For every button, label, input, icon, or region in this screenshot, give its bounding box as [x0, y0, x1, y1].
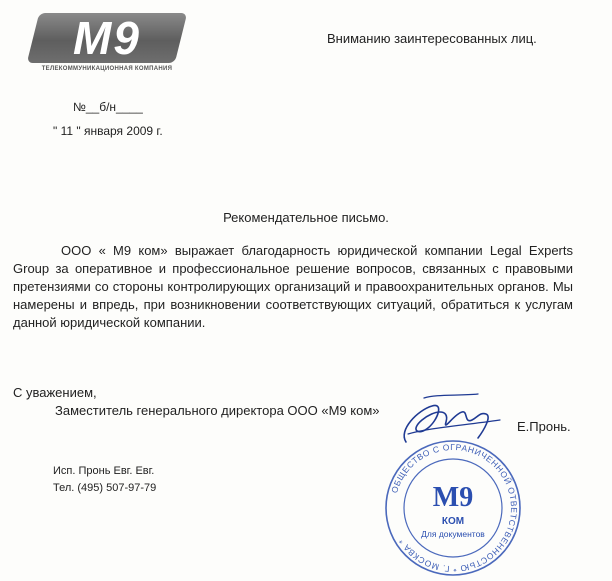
company-logo — [27, 11, 187, 73]
executor-name: Исп. Пронь Евг. Евг. — [53, 465, 155, 477]
stamp-center-text: М9 — [432, 482, 474, 513]
document-number: №__б/н____ — [73, 100, 143, 114]
company-stamp — [378, 438, 528, 578]
attention-line: Вниманию заинтересованных лиц. — [327, 31, 537, 46]
document-date: " 11 " января 2009 г. — [53, 124, 163, 138]
stamp-bottom-text: Для документов — [421, 529, 485, 539]
logo-mark: М9 — [73, 12, 141, 64]
stamp-center-subtext: КОМ — [441, 516, 465, 527]
executor-phone: Тел. (495) 507-97-79 — [53, 482, 157, 494]
signer-position: Заместитель генерального директора ООО «М9 ком» — [55, 403, 380, 418]
closing-regards: С уважением, — [13, 385, 97, 400]
stamp-ring-text: ОБЩЕСТВО С ОГРАНИЧЕННОЙ ОТВЕТСТВЕННОСТЬЮ * Г. МОСКВА * — [389, 441, 520, 575]
logo-subtitle: ТЕЛЕКОММУНИКАЦИОННАЯ КОМПАНИЯ — [41, 66, 173, 72]
letter-body-text: ООО « М9 ком» выражает благодарность юридической компании Legal Experts Group за оперативное и профессиональное решение вопросов, связанных с правовыми претензиями со стороны контролирующих организаций и правоохранительных органов. Мы намерены и впредь, при возникновении соответствующих ситуаций, обратиться к услугам данной юридической компании. — [13, 243, 573, 330]
letter-title: Рекомендательное письмо. — [223, 210, 389, 225]
signer-name: Е.Пронь. — [517, 419, 571, 434]
letter-body — [13, 242, 573, 332]
